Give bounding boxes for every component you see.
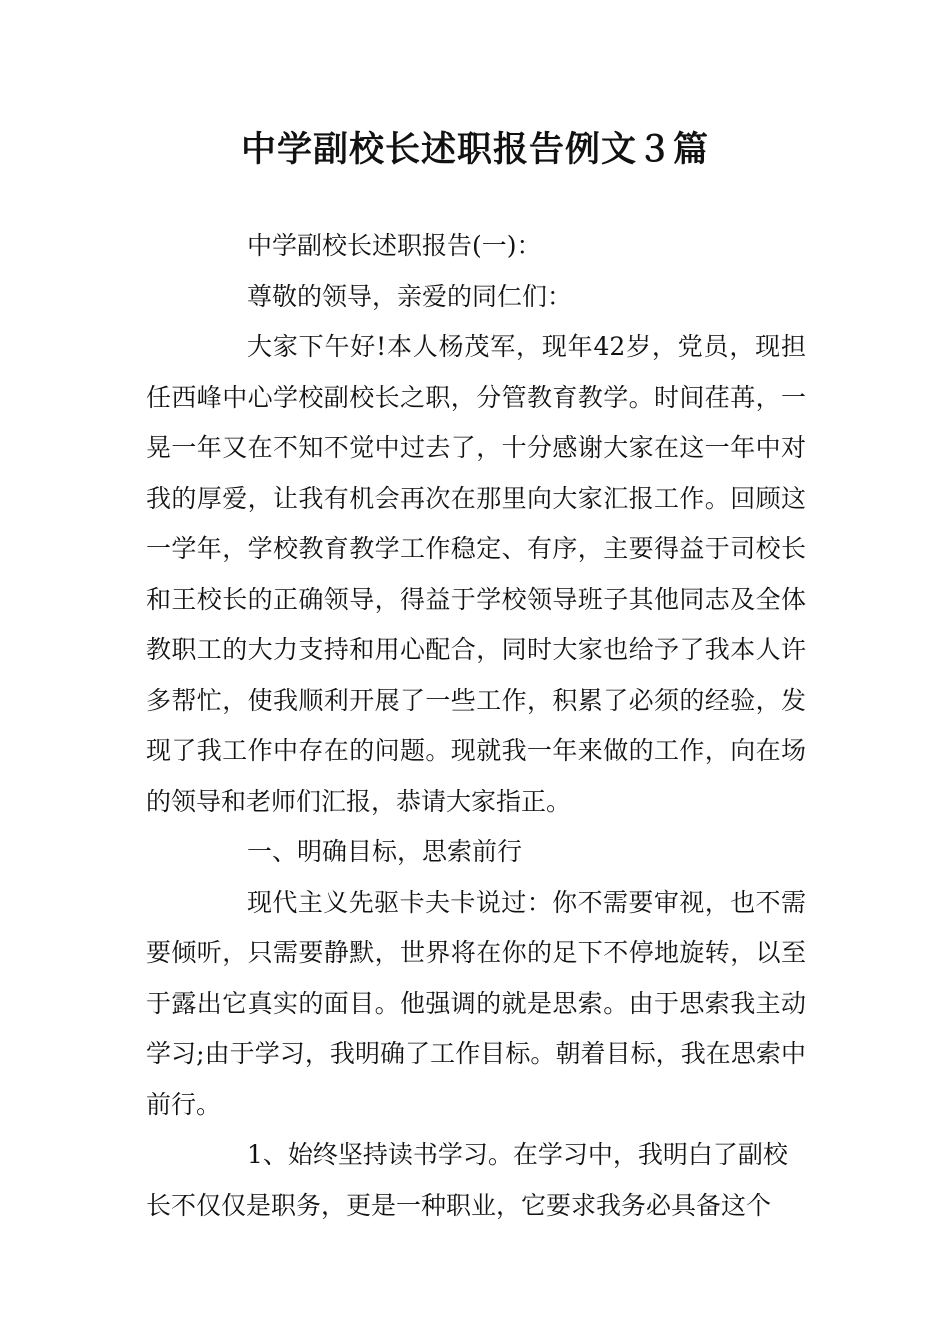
section-heading-1: 一、明确目标，思索前行 — [247, 837, 523, 866]
paragraph-introduction: 大家下午好!本人杨茂军，现年42岁，党员，现担任西峰中心学校副校长之职，分管教育教学。时间荏苒，一晃一年又在不知不觉中过去了，十分感谢大家在这一年中对我的厚爱，让我有机会再次在那里向大家汇报工作。回顾这一学年，学校教育教学工作稳定、有序，主要得益于司校长和王校长的正确领导，得益于学校领导班子其他同志及全体教职工的大力支持和用心配合，同时大家也给予了我本人许多帮忙，使我顺利开展了一些工作，积累了必须的经验，发现了我工作中存在的问题。现就我一年来做的工作，向在场的领导和老师们汇报，恭请大家指正。 — [146, 332, 806, 816]
paragraph-section-1: 现代主义先驱卡夫卡说过：你不需要审视，也不需要倾听，只需要静默，世界将在你的足下不停地旋转，以至于露出它真实的面目。他强调的就是思索。由于思索我主动学习;由于学习，我明确了工作目标。朝着目标，我在思索中前行。 — [146, 887, 806, 1119]
document-title: 中学副校长述职报告例文３篇 — [240, 130, 709, 170]
document-body — [146, 221, 806, 1231]
salutation: 尊敬的领导，亲爱的同仁们： — [247, 281, 573, 311]
paragraph-item-1: 1、始终坚持读书学习。在学习中，我明白了副校长不仅仅是职务，更是一种职业，它要求我务必具备这个 — [146, 1140, 788, 1220]
report-heading: 中学副校长述职报告(一)： — [247, 231, 542, 260]
